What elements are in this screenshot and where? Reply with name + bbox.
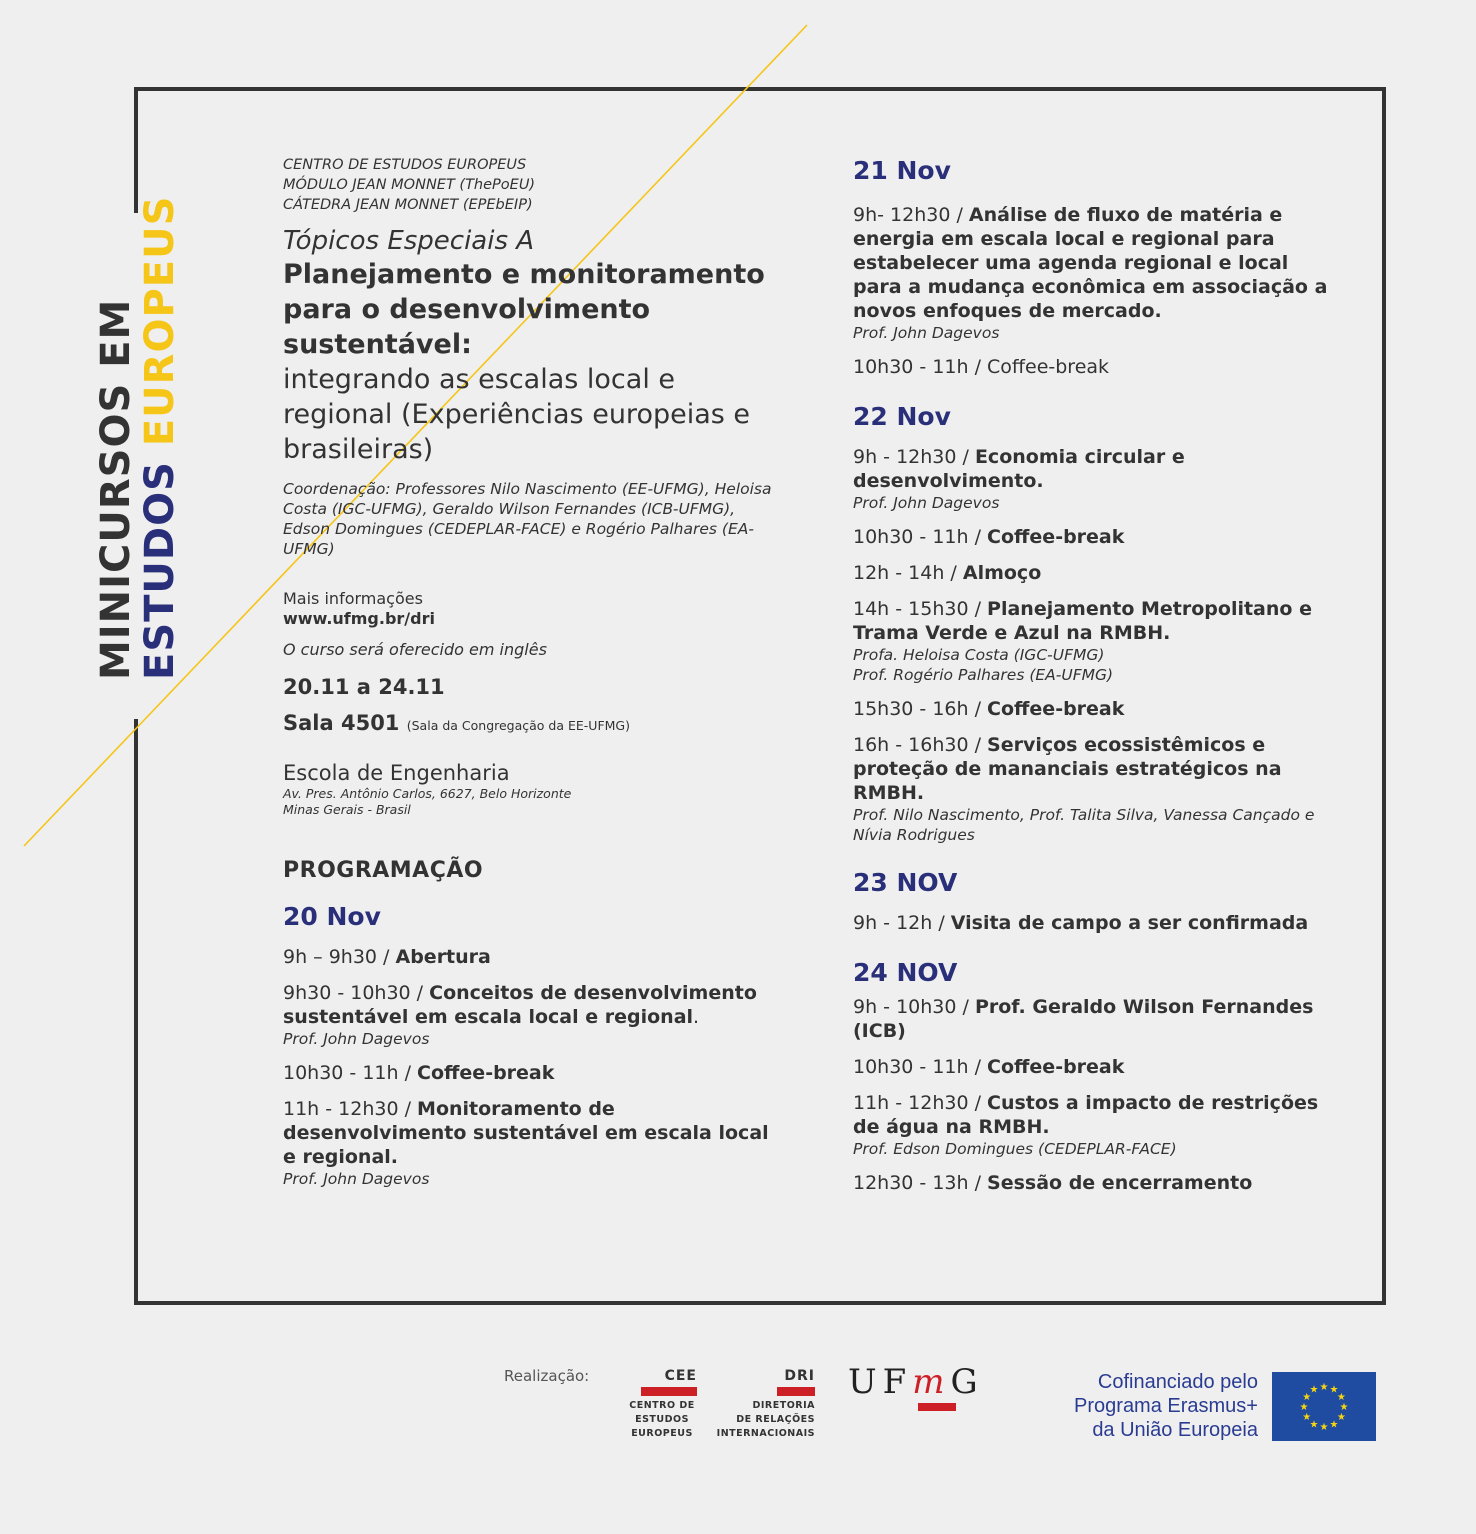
svg-text:★: ★ bbox=[1302, 1392, 1312, 1403]
info-label: Mais informações bbox=[283, 589, 423, 608]
ufmg-m: m bbox=[912, 1362, 951, 1402]
cofin-line: Programa Erasmus+ bbox=[1074, 1395, 1258, 1417]
item-title: Coffee-break bbox=[987, 1056, 1125, 1078]
org-line-3: CÁTEDRA JEAN MONNET (EPEbEIP) bbox=[283, 197, 533, 213]
item-professor: Prof. Edson Domingues (CEDEPLAR-FACE) bbox=[853, 1140, 1177, 1158]
dri-text-line: DE RELAÇÕES bbox=[736, 1414, 815, 1425]
svg-text:★: ★ bbox=[1319, 1382, 1329, 1393]
cee-text-line: EUROPEUS bbox=[631, 1428, 693, 1439]
svg-text:★: ★ bbox=[1319, 1422, 1329, 1433]
svg-text:★: ★ bbox=[1329, 1419, 1339, 1431]
room-note: (Sala da Congregação da EE-UFMG) bbox=[406, 718, 630, 733]
room-number: Sala 4501 bbox=[283, 711, 400, 735]
schedule-item bbox=[853, 203, 1333, 343]
dri-text-line: DIRETORIA bbox=[752, 1400, 815, 1411]
org-line-1: CENTRO DE ESTUDOS EUROPEUS bbox=[283, 157, 527, 173]
item-time: 11h - 12h30 / bbox=[283, 1098, 418, 1120]
left-column bbox=[283, 155, 783, 1189]
schedule-item bbox=[853, 597, 1333, 685]
schedule-item bbox=[853, 733, 1333, 845]
school-name: Escola de Engenharia bbox=[283, 761, 510, 785]
day-heading: 20 Nov bbox=[283, 902, 381, 931]
svg-text:★: ★ bbox=[1329, 1384, 1339, 1396]
vertical-title-estudos: ESTUDOS bbox=[137, 461, 183, 680]
item-time: 12h - 14h / bbox=[853, 562, 963, 584]
cee-abbr: CEE bbox=[664, 1368, 697, 1384]
schedule-item bbox=[853, 525, 1333, 549]
item-title: Monitoramento de desenvolvimento sustentável em escala local e regional. bbox=[283, 1098, 769, 1168]
item-professor: Profa. Heloisa Costa (IGC-UFMG) bbox=[853, 646, 1105, 664]
cee-red-bar bbox=[641, 1387, 697, 1396]
dri-red-bar bbox=[777, 1387, 815, 1396]
item-time: 9h - 10h30 / bbox=[853, 996, 975, 1018]
item-professor: Prof. Nilo Nascimento, Prof. Talita Silva, Vanessa Cançado e Nívia Rodrigues bbox=[853, 806, 1315, 844]
svg-text:★: ★ bbox=[1299, 1402, 1309, 1413]
address-line-2: Minas Gerais - Brasil bbox=[283, 802, 411, 817]
vertical-title bbox=[94, 196, 182, 680]
svg-text:★: ★ bbox=[1336, 1392, 1346, 1403]
schedule-item bbox=[853, 911, 1333, 935]
item-time: 16h - 16h30 / bbox=[853, 734, 988, 756]
item-title: Abertura bbox=[395, 946, 491, 968]
item-time: 10h30 - 11h / bbox=[853, 356, 988, 378]
item-professor: Prof. John Dagevos bbox=[853, 324, 1000, 342]
schedule-item bbox=[853, 995, 1333, 1043]
org-line-2: MÓDULO JEAN MONNET (ThePoEU) bbox=[283, 177, 536, 193]
item-time: 10h30 - 11h / bbox=[283, 1062, 418, 1084]
eu-stars-icon bbox=[1272, 1372, 1376, 1441]
item-title: Conceitos de desenvolvimento sustentável em escala local e regional bbox=[283, 982, 757, 1028]
day-heading: 21 Nov bbox=[853, 156, 951, 185]
schedule-item bbox=[853, 561, 1333, 585]
item-title: Economia circular e desenvolvimento. bbox=[853, 446, 1185, 492]
item-title: Planejamento Metropolitano e Trama Verde e Azul na RMBH. bbox=[853, 598, 1312, 644]
vertical-title-line1: MINICURSOS EM bbox=[93, 298, 139, 680]
program-heading: PROGRAMAÇÃO bbox=[283, 858, 484, 883]
day-heading: 22 Nov bbox=[853, 402, 951, 431]
item-title: Coffee-break bbox=[987, 356, 1110, 378]
day-heading: 23 NOV bbox=[853, 868, 958, 897]
right-column bbox=[853, 155, 1333, 1195]
item-time: 11h - 12h30 / bbox=[853, 1092, 988, 1114]
cee-text-line: CENTRO DE bbox=[629, 1400, 695, 1411]
ufmg-red-bar bbox=[918, 1403, 956, 1411]
dri-text bbox=[715, 1399, 815, 1441]
svg-text:★: ★ bbox=[1339, 1402, 1349, 1413]
item-professor: Prof. Rogério Palhares (EA-UFMG) bbox=[853, 666, 1114, 684]
schedule-item bbox=[853, 1055, 1333, 1079]
dri-text-line: INTERNACIONAIS bbox=[716, 1428, 815, 1439]
schedule-item bbox=[853, 1171, 1333, 1195]
cofin-line: Cofinanciado pelo bbox=[1097, 1371, 1258, 1393]
svg-text:★: ★ bbox=[1336, 1412, 1346, 1423]
cee-text-line: ESTUDOS bbox=[635, 1414, 689, 1425]
schedule-item bbox=[283, 1097, 783, 1189]
schedule-item bbox=[283, 1061, 783, 1085]
item-title: Coffee-break bbox=[987, 698, 1125, 720]
item-time: 9h30 - 10h30 / bbox=[283, 982, 430, 1004]
item-time: 14h - 15h30 / bbox=[853, 598, 988, 620]
dri-logo bbox=[716, 1368, 815, 1441]
item-time: 9h- 12h30 / bbox=[853, 204, 969, 226]
dri-abbr: DRI bbox=[784, 1368, 815, 1384]
cee-text bbox=[627, 1399, 697, 1441]
main-title: Planejamento e monitoramento para o desenvolvimento sustentável: bbox=[283, 259, 765, 360]
item-title: Custos a impacto de restrições de água na RMBH. bbox=[853, 1092, 1319, 1138]
item-professor: Prof. John Dagevos bbox=[283, 1030, 430, 1048]
svg-text:★: ★ bbox=[1302, 1412, 1312, 1423]
address-line-1: Av. Pres. Antônio Carlos, 6627, Belo Horizonte bbox=[283, 786, 572, 801]
schedule-item bbox=[283, 981, 783, 1049]
language-note: O curso será oferecido em inglês bbox=[283, 640, 547, 659]
item-title: Sessão de encerramento bbox=[987, 1172, 1253, 1194]
cofin-line: da União Europeia bbox=[1092, 1419, 1258, 1441]
item-title: Almoço bbox=[962, 562, 1042, 584]
item-professor: Prof. John Dagevos bbox=[283, 1170, 430, 1188]
main-title-continued: integrando as escalas local e regional (Experiências europeias e brasileiras) bbox=[283, 364, 751, 465]
cee-logo bbox=[629, 1368, 697, 1441]
item-title: Visita de campo a ser confirmada bbox=[950, 912, 1309, 934]
schedule-item bbox=[283, 945, 783, 969]
item-title: Análise de fluxo de matéria e energia em escala local e regional para estabelecer uma agenda regional e local para a mudança econômica em associação a novos enfoques de mercado. bbox=[853, 204, 1328, 322]
ufmg-g: G bbox=[950, 1362, 984, 1402]
item-time: 10h30 - 11h / bbox=[853, 1056, 988, 1078]
cofinanced-text bbox=[1040, 1370, 1258, 1442]
item-time: 9h - 12h30 / bbox=[853, 446, 975, 468]
item-time: 10h30 - 11h / bbox=[853, 526, 988, 548]
info-url-link[interactable]: www.ufmg.br/dri bbox=[283, 609, 435, 628]
ufmg-uf: UF bbox=[848, 1362, 913, 1402]
room bbox=[283, 709, 783, 740]
vertical-title-line2 bbox=[138, 196, 182, 680]
item-time: 9h – 9h30 / bbox=[283, 946, 396, 968]
item-title: Coffee-break bbox=[417, 1062, 555, 1084]
subtitle: Tópicos Especiais A bbox=[283, 226, 535, 256]
item-title: Prof. Geraldo Wilson Fernandes (ICB) bbox=[853, 996, 1314, 1042]
eu-flag-icon bbox=[1272, 1372, 1376, 1441]
footer-label: Realização: bbox=[504, 1367, 590, 1385]
svg-text:★: ★ bbox=[1309, 1384, 1319, 1396]
item-title: Serviços ecossistêmicos e proteção de mananciais estratégicos na RMBH. bbox=[853, 734, 1282, 804]
item-professor: Prof. John Dagevos bbox=[853, 494, 1000, 512]
day-heading: 24 NOV bbox=[853, 958, 958, 987]
course-dates: 20.11 a 24.11 bbox=[283, 675, 445, 699]
item-suffix: . bbox=[693, 1006, 700, 1028]
item-time: 12h30 - 13h / bbox=[853, 1172, 988, 1194]
item-time: 9h - 12h / bbox=[853, 912, 951, 934]
svg-text:★: ★ bbox=[1309, 1419, 1319, 1431]
item-title: Coffee-break bbox=[987, 526, 1125, 548]
ufmg-logo bbox=[848, 1362, 984, 1402]
schedule-item bbox=[853, 1091, 1333, 1159]
schedule-item bbox=[853, 445, 1333, 513]
coordination-text: Coordenação: Professores Nilo Nascimento (EE-UFMG), Heloisa Costa (IGC-UFMG), Geraldo Wilson Fernandes (ICB-UFMG), Edson Domingues (CEDEPLAR-FACE) e Rogério Palhares (EA-UFMG) bbox=[283, 480, 772, 558]
schedule-item bbox=[853, 355, 1333, 379]
schedule-item bbox=[853, 697, 1333, 721]
item-time: 15h30 - 16h / bbox=[853, 698, 988, 720]
vertical-title-europeus: EUROPEUS bbox=[137, 195, 183, 447]
